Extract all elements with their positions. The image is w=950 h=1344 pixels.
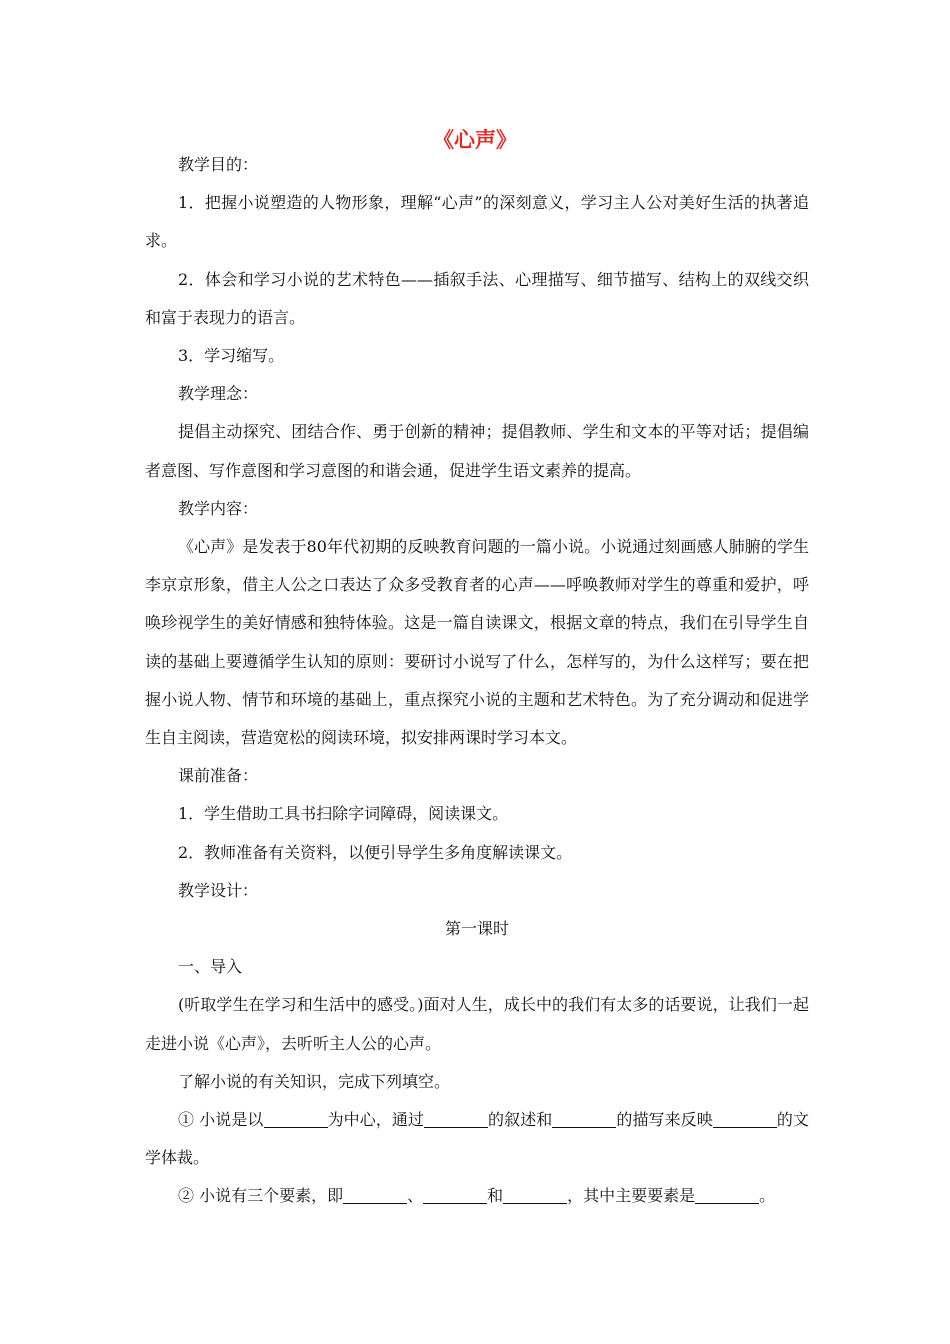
fill-1-part-b: 为中心，通过 [327,1110,424,1130]
idea-text: 提倡主动探究、团结合作、勇于创新的精神；提倡教师、学生和文本的平等对话；提倡编者意图、写作意图和学习意图的和谐会通，促进学生语文素养的提高。 [145,422,809,480]
fill-2-part-e: 。 [759,1186,776,1206]
document-title: 《心声》 [433,128,517,152]
prep-item-2: 2．教师准备有关资料，以便引导学生多角度解读课文。 [178,842,573,862]
fill-2-part-d: ，其中主要要素是 [567,1186,696,1206]
fill-2-part-c: 和 [487,1186,504,1206]
fill-1-part-d: 的描写来反映 [616,1110,713,1130]
fill-1-part-a: ① 小说是以 [178,1110,264,1130]
document-body [145,146,809,1216]
fill-2-part-a: ② 小说有三个要素，即 [178,1186,344,1206]
fill-blank[interactable] [264,1111,328,1128]
fill-blank[interactable] [695,1187,759,1204]
fill-blank[interactable] [424,1111,488,1128]
goal-heading: 教学目的： [178,155,259,174]
goal-item-3: 3．学习缩写。 [178,346,285,366]
fill-intro: 了解小说的有关知识，完成下列填空。 [178,1071,451,1091]
prep-item-1: 1．学生借助工具书扫除字词障碍，阅读课文。 [178,804,509,824]
fill-2-part-b: 、 [407,1186,424,1206]
fill-blank[interactable] [713,1111,777,1128]
intro-heading: 一、导入 [178,957,243,977]
fill-question-2 [145,1177,809,1215]
fill-blank[interactable] [423,1187,487,1204]
content-text: 《心声》是发表于80年代初期的反映教育问题的一篇小说。小说通过刻画感人肺腑的学生李京京形象，借主人公之口表达了众多受教育者的心声——呼唤教师对学生的尊重和爱护，呼唤珍视学生的美好情感和独特体验。这是一篇自读课文，根据文章的特点，我们在引导学生自读的基础上要遵循学生认知的原则：要研讨小说写了什么，怎样写的，为什么这样写；要在把握小说人物、情节和环境的基础上，重点探究小说的主题和艺术特色。为了充分调动和促进学生自主阅读，营造宽松的阅读环境，拟安排两课时学习本文。 [145,537,809,748]
fill-1-part-c: 的叙述和 [487,1110,553,1130]
fill-blank[interactable] [343,1187,407,1204]
prep-heading: 课前准备： [178,766,259,786]
goal-item-1: 1．把握小说塑造的人物形象，理解“心声”的深刻意义，学习主人公对美好生活的执著追求。 [145,193,809,251]
fill-blank[interactable] [552,1111,616,1128]
fill-blank[interactable] [503,1187,567,1204]
lesson-title: 第一课时 [444,919,509,939]
fill-1-part-e: 的文学体裁。 [145,1110,809,1168]
idea-heading: 教学理念： [178,384,259,404]
goal-item-2: 2．体会和学习小说的艺术特色——插叙手法、心理描写、细节描写、结构上的双线交织和富于表现力的语言。 [145,269,809,327]
fill-question-1 [145,1101,809,1177]
content-heading: 教学内容： [178,498,259,518]
design-heading: 教学设计： [178,880,259,900]
intro-text: (听取学生在学习和生活中的感受。)面对人生，成长中的我们有太多的话要说，让我们一起走进小说《心声》，去听听主人公的心声。 [145,995,809,1053]
